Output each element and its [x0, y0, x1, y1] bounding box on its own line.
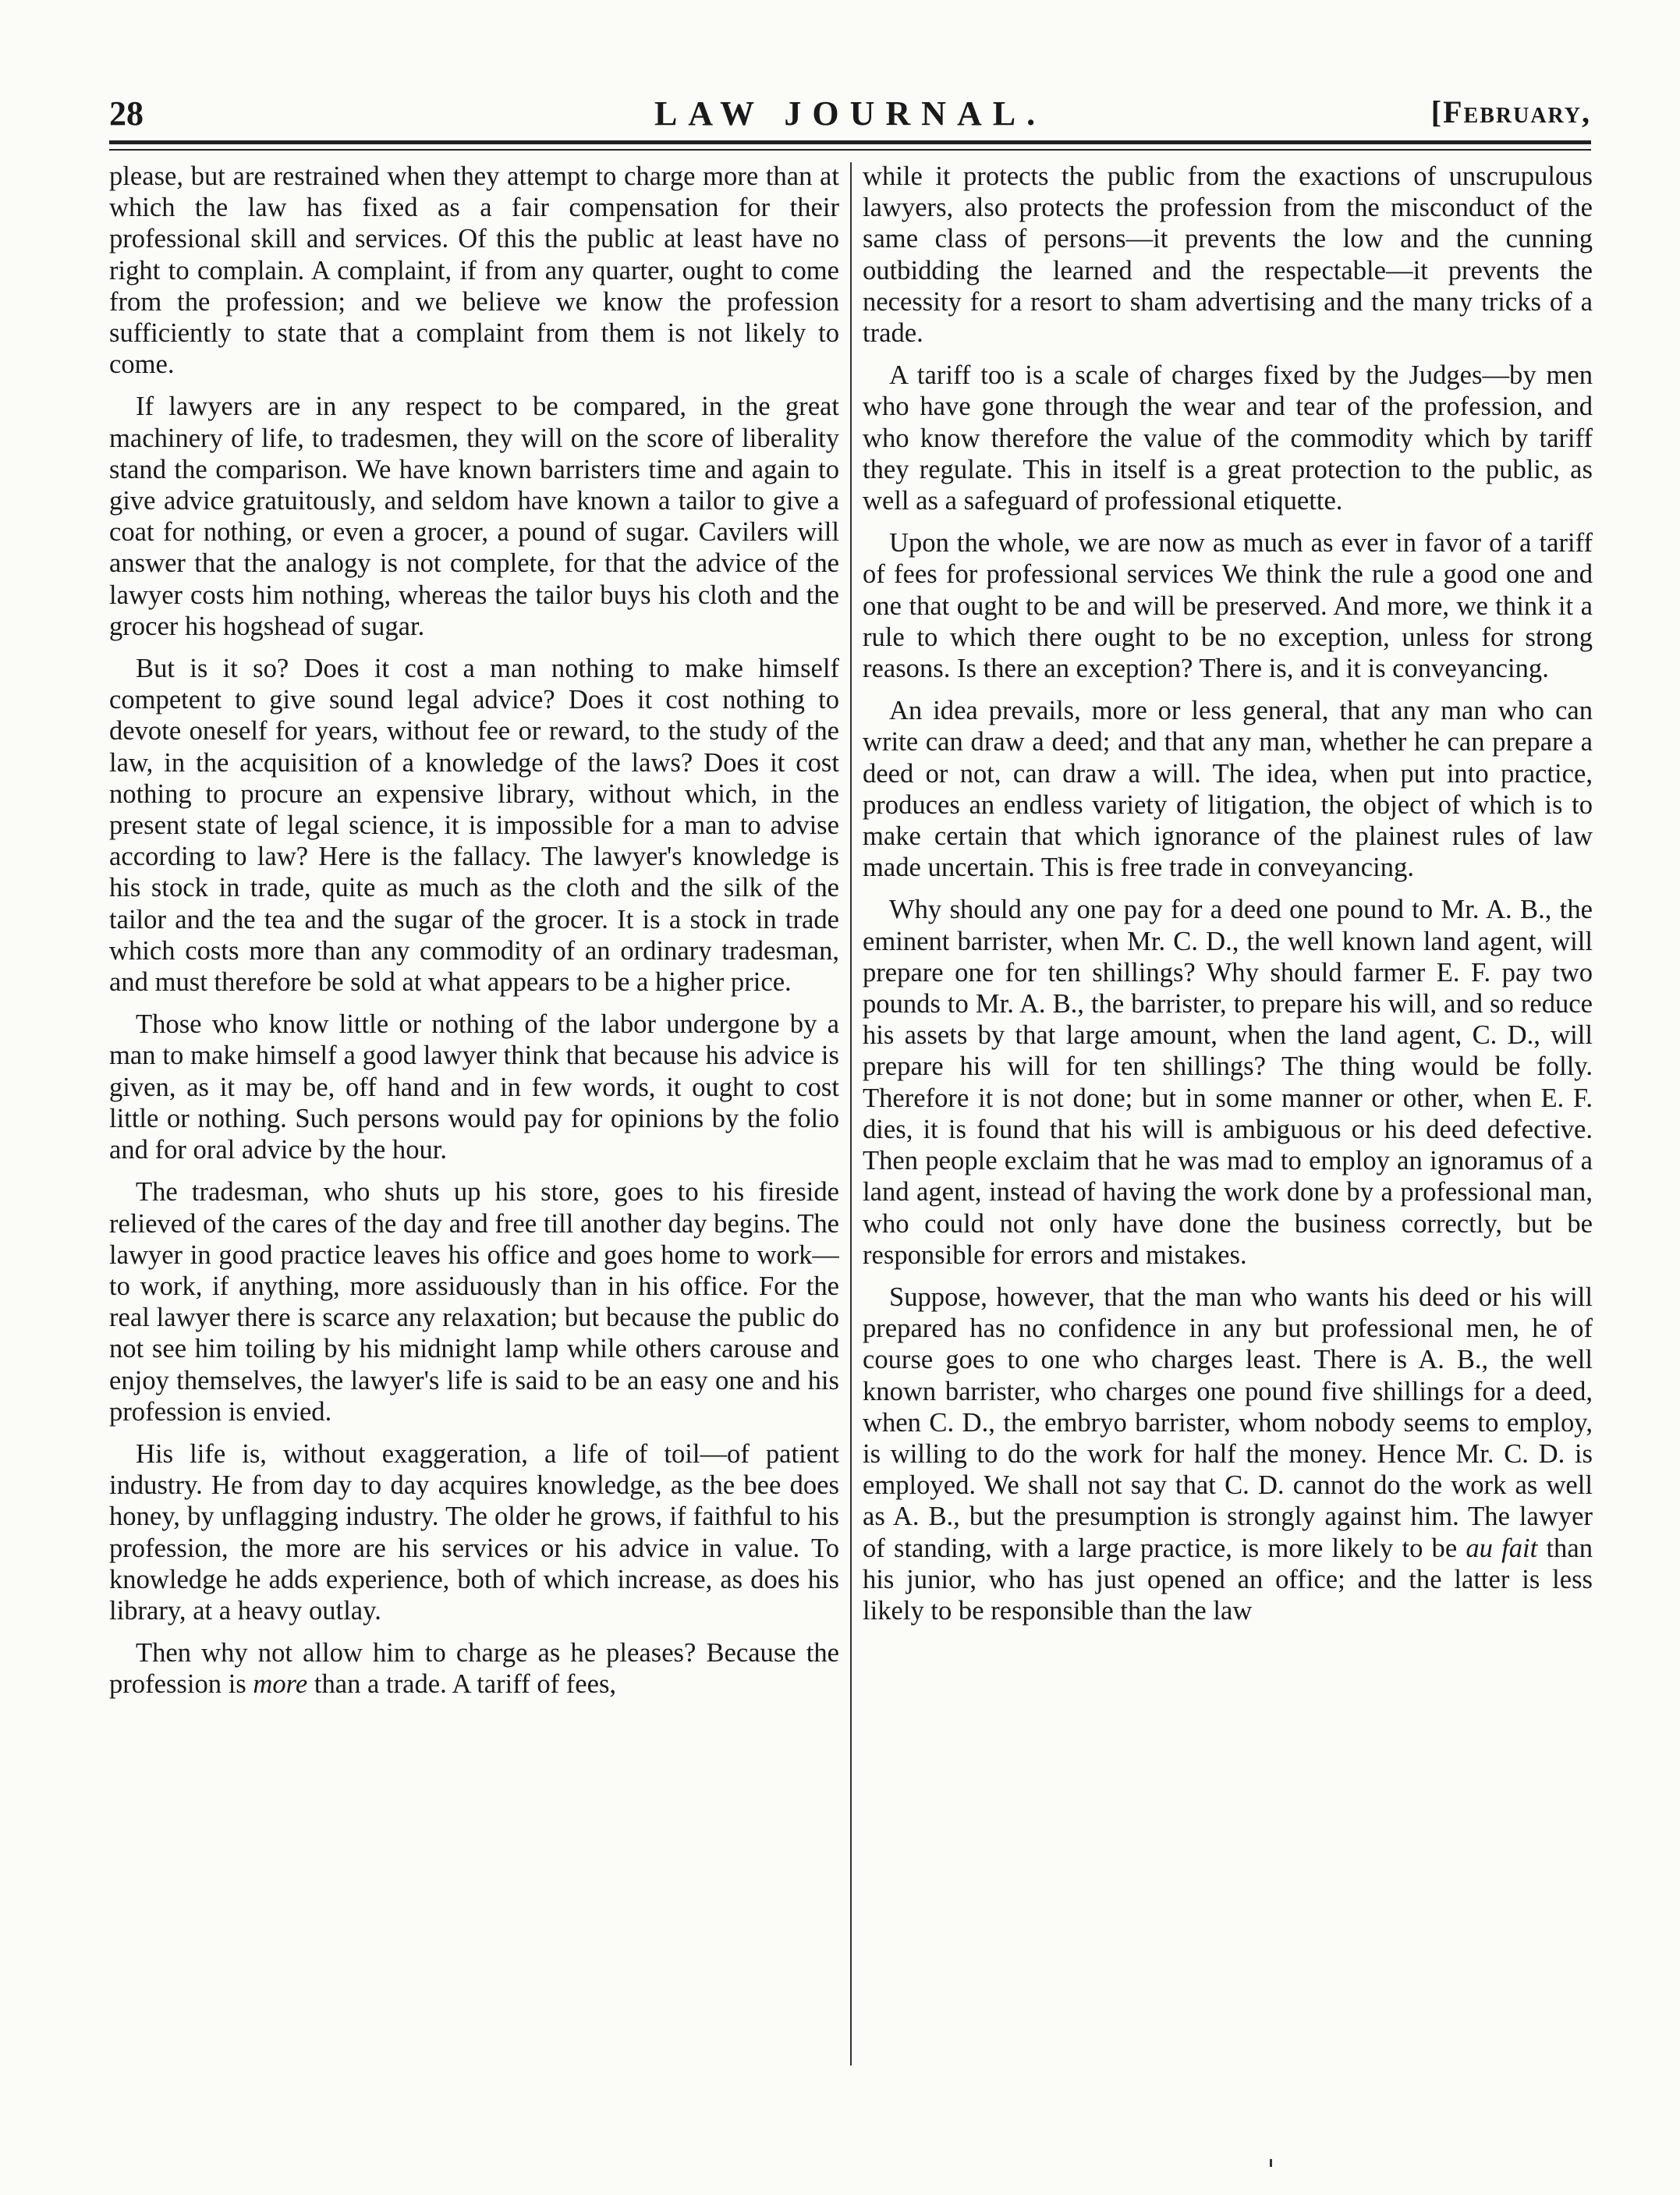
paragraph: But is it so? Does it cost a man nothing to make himself competent to give sound legal advice? Does it cost nothing to devote oneself for years, without fee or reward, to the study of the law, in the acquisition of a knowledge of the laws? Does it cost nothing to procure an expensive library, without which, in the present state of legal science, it is impossible for a man to advise according to law? Here is the fallacy. The lawyer's knowledge is his stock in trade, quite as much as the cloth and the silk of the tailor and the tea and the sugar of the grocer. It is a stock in trade which costs more than any commodity of an ordinary tradesman, and must therefore be sold at what appears to be a higher price.: [109, 654, 839, 998]
left-column: [109, 161, 839, 2095]
right-column: [863, 161, 1593, 2095]
journal-title: LAW JOURNAL.: [654, 94, 1047, 133]
paragraph: while it protects the public from the exactions of unscrupulous lawyers, also protects the profession from the misconduct of the same class of persons—it prevents the low and the cunning outbidding the learned and the respectable—it prevents the necessity for a resort to sham advertising and the many tricks of a trade.: [863, 161, 1593, 349]
print-mark: [1270, 2159, 1272, 2167]
running-header: [109, 94, 1591, 140]
header-rule-thin: [109, 149, 1591, 151]
page-number: 28: [109, 94, 144, 133]
paragraph: Then why not allow him to charge as he pleases? Because the profession is more than a trade. A tariff of fees,: [109, 1638, 839, 1700]
paragraph: A tariff too is a scale of charges fixed by the Judges—by men who have gone through the wear and tear of the profession, and who know therefore the value of the commodity which by tariff they regulate. This in itself is a great protection to the public, as well as a safeguard of professional etiquette.: [863, 360, 1593, 516]
paragraph: His life is, without exaggeration, a life of toil—of patient industry. He from day to day acquires knowledge, as the bee does honey, by unflagging industry. The older he grows, if faithful to his profession, the more are his services or his advice in value. To knowledge he adds experience, both of which increase, as does his library, at a heavy outlay.: [109, 1438, 839, 1626]
paragraph: Why should any one pay for a deed one pound to Mr. A. B., the eminent barrister, when Mr. C. D., the well known land agent, will prepare one for ten shillings? Why should farmer E. F. pay two pounds to Mr. A. B., the barrister, to prepare his will, and so reduce his assets by that large amount, when the land agent, C. D., will prepare his will for ten shillings? The thing would be folly. Therefore it is not done; but in some manner or other, when E. F. dies, it is found that his will is ambiguous or his deed defective. Then people exclaim that he was mad to employ an ignoramus of a land agent, instead of having the work done by a professional man, who could not only have done the business correctly, but be responsible for errors and mistakes.: [863, 895, 1593, 1270]
header-rule-thick: [109, 140, 1591, 144]
paragraph: Upon the whole, we are now as much as ever in favor of a tariff of fees for professional services We think the rule a good one and one that ought to be and will be preserved. And more, we think it a rule to which there ought to be no exception, unless for strong reasons. Is there an exception? There is, and it is conveyancing.: [863, 528, 1593, 684]
column-divider: [850, 162, 852, 2066]
paragraph: The tradesman, who shuts up his store, goes to his fireside relieved of the cares of the day and free till another day begins. The lawyer in good practice leaves his office and goes home to work—to work, if anything, more assiduously than in his office. For the real lawyer there is scarce any relaxation; but because the public do not see him toiling by his midnight lamp while others carouse and enjoy themselves, the lawyer's life is said to be an easy one and his profession is envied.: [109, 1177, 839, 1427]
paragraph: please, but are restrained when they attempt to charge more than at which the law has fixed as a fair compensation for their professional skill and services. Of this the public at least have no right to complain. A complaint, if from any quarter, ought to come from the profession; and we believe we know the profession sufficiently to state that a complaint from them is not likely to come.: [109, 161, 839, 380]
paragraph: An idea prevails, more or less general, that any man who can write can draw a deed; and that any man, whether he can prepare a deed or not, can draw a will. The idea, when put into practice, produces an endless variety of litigation, the object of which is to make certain that which ignorance of the plainest rules of law made uncertain. This is free trade in conveyancing.: [863, 696, 1593, 883]
paragraph: Suppose, however, that the man who wants his deed or his will prepared has no confidence in any but professional men, he of course goes to one who charges least. There is A. B., the well known barrister, who charges one pound five shillings for a deed, when C. D., the embryo barrister, whom nobody seems to employ, is willing to do the work for half the money. Hence Mr. C. D. is employed. We shall not say that C. D. cannot do the work as well as A. B., but the presumption is strongly against him. The lawyer of standing, with a large practice, is more likely to be au fait than his junior, who has just opened an office; and the latter is less likely to be responsible than the law: [863, 1282, 1593, 1626]
paragraph: Those who know little or nothing of the labor undergone by a man to make himself a good lawyer think that because his advice is given, as it may be, off hand and in few words, it ought to cost little or nothing. Such persons would pay for opinions by the folio and for oral advice by the hour.: [109, 1009, 839, 1165]
paragraph: If lawyers are in any respect to be compared, in the great machinery of life, to tradesmen, they will on the score of liberality stand the comparison. We have known barristers time and again to give advice gratuitously, and seldom have known a tailor to give a coat for nothing, or even a grocer, a pound of sugar. Cavilers will answer that the analogy is not complete, for that the advice of the lawyer costs him nothing, whereas the tailor buys his cloth and the grocer his hogshead of sugar.: [109, 392, 839, 641]
issue-month: [February,: [1430, 94, 1591, 129]
